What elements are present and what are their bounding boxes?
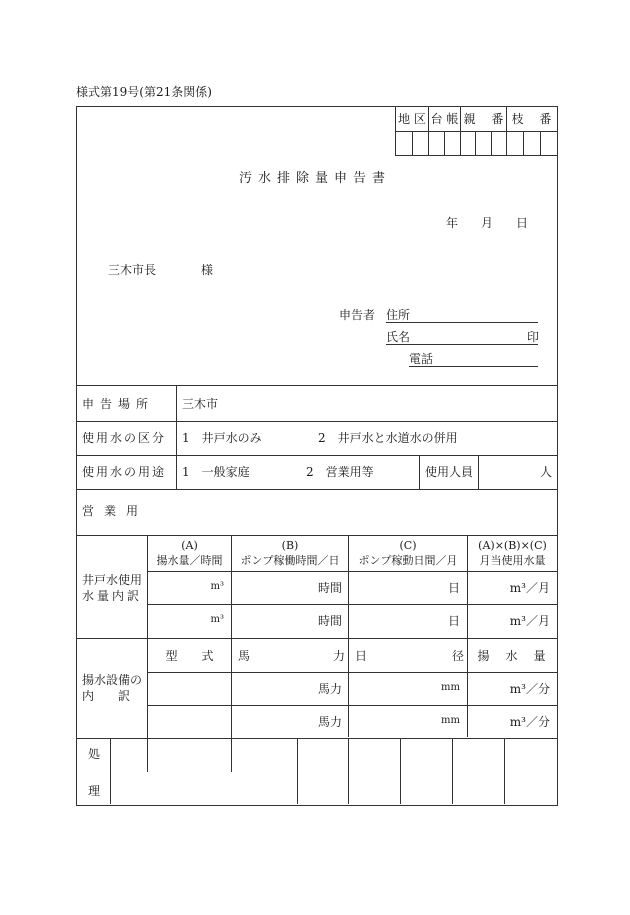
well-h1-text: 揚水量／時間 [156, 554, 223, 567]
pump-r1-unit-mm[interactable]: mm [441, 682, 460, 693]
form-number: 様式第19号(第21条関係) [76, 85, 212, 99]
well-usage-label-1: 井戸水使用 [82, 573, 143, 587]
col-daicho: 台 帳 [430, 112, 459, 126]
pump-label-1: 揚水設備の [82, 673, 143, 687]
col-oyaban: 親 番 [463, 112, 504, 126]
water-type-opt1[interactable]: 1 井戸水のみ [182, 431, 262, 445]
pump-r2-unit-mm[interactable]: mm [441, 715, 460, 726]
pump-r2-unit-flow[interactable]: m³／分 [509, 715, 550, 729]
addressee-honorific: 様 [201, 263, 214, 277]
well-h3-code: (C) [399, 539, 417, 552]
business-label: 営業用 [82, 504, 149, 518]
applicant-label: 申告者 [339, 308, 376, 322]
pump-label-2: 内 訳 [82, 689, 131, 703]
location-label: 申告場所 [82, 397, 155, 411]
processing-char-1: 処 [88, 747, 101, 761]
well-r1-unit-b[interactable]: 時間 [317, 581, 342, 595]
address-line[interactable] [386, 322, 538, 323]
pump-r1-unit-hp[interactable]: 馬力 [317, 682, 342, 696]
pump-r2-unit-hp[interactable]: 馬力 [317, 715, 342, 729]
water-use-label: 使用水の用途 [82, 465, 167, 479]
pump-h-day: 日 [355, 649, 368, 663]
well-r1-unit-c[interactable]: 日 [447, 581, 460, 595]
pump-h-flow: 揚 水 量 [477, 649, 548, 663]
name-line[interactable] [386, 344, 538, 345]
col-chiku: 地 区 [398, 112, 426, 126]
well-r1-unit-a[interactable]: m³ [210, 581, 224, 592]
water-use-opt1[interactable]: 1 一般家庭 [182, 465, 250, 479]
well-r2-unit-c[interactable]: 日 [447, 614, 460, 628]
pump-h-diameter: 径 [452, 649, 465, 663]
pump-h-horse: 馬 [238, 649, 251, 663]
well-h4-text: 月当使用水量 [479, 554, 546, 567]
well-r1-unit-d[interactable]: m³／月 [509, 581, 550, 595]
pump-h-power: 力 [333, 649, 346, 663]
name-label: 氏名 [386, 330, 411, 344]
pump-h-model: 型 式 [165, 649, 214, 663]
location-value[interactable]: 三木市 [182, 397, 219, 411]
water-use-opt2[interactable]: 2 営業用等 [306, 465, 374, 479]
date-year: 年 [446, 216, 459, 230]
water-type-opt2[interactable]: 2 井戸水と水道水の併用 [318, 431, 458, 445]
well-h2-code: (B) [281, 539, 299, 552]
users-label: 使用人員 [425, 465, 474, 479]
users-unit: 人 [540, 465, 553, 479]
well-h4-code: (A)×(B)×(C) [478, 539, 547, 552]
date-month: 月 [481, 216, 494, 230]
well-r2-unit-b[interactable]: 時間 [317, 614, 342, 628]
phone-line[interactable] [409, 366, 538, 367]
address-label: 住所 [386, 308, 411, 322]
col-edaban: 枝 番 [511, 112, 552, 126]
well-h3-text: ポンプ稼動日間／月 [358, 554, 458, 567]
pump-r1-unit-flow[interactable]: m³／分 [509, 682, 550, 696]
well-r2-unit-d[interactable]: m³／月 [509, 614, 550, 628]
processing-char-2: 理 [88, 784, 101, 798]
date-day: 日 [516, 216, 529, 230]
well-h1-code: (A) [181, 539, 198, 552]
form-frame [76, 106, 558, 806]
well-h2-text: ポンプ稼働時間／日 [240, 554, 340, 567]
phone-label: 電話 [409, 352, 434, 366]
addressee-name: 三木市長 [108, 263, 157, 277]
water-type-label: 使用水の区分 [82, 431, 167, 445]
seal-label: 印 [527, 330, 540, 344]
well-usage-label-2: 水量内訳 [82, 589, 143, 603]
form-title: 汚水排除量申告書 [238, 171, 391, 186]
well-r2-unit-a[interactable]: m³ [210, 614, 224, 625]
